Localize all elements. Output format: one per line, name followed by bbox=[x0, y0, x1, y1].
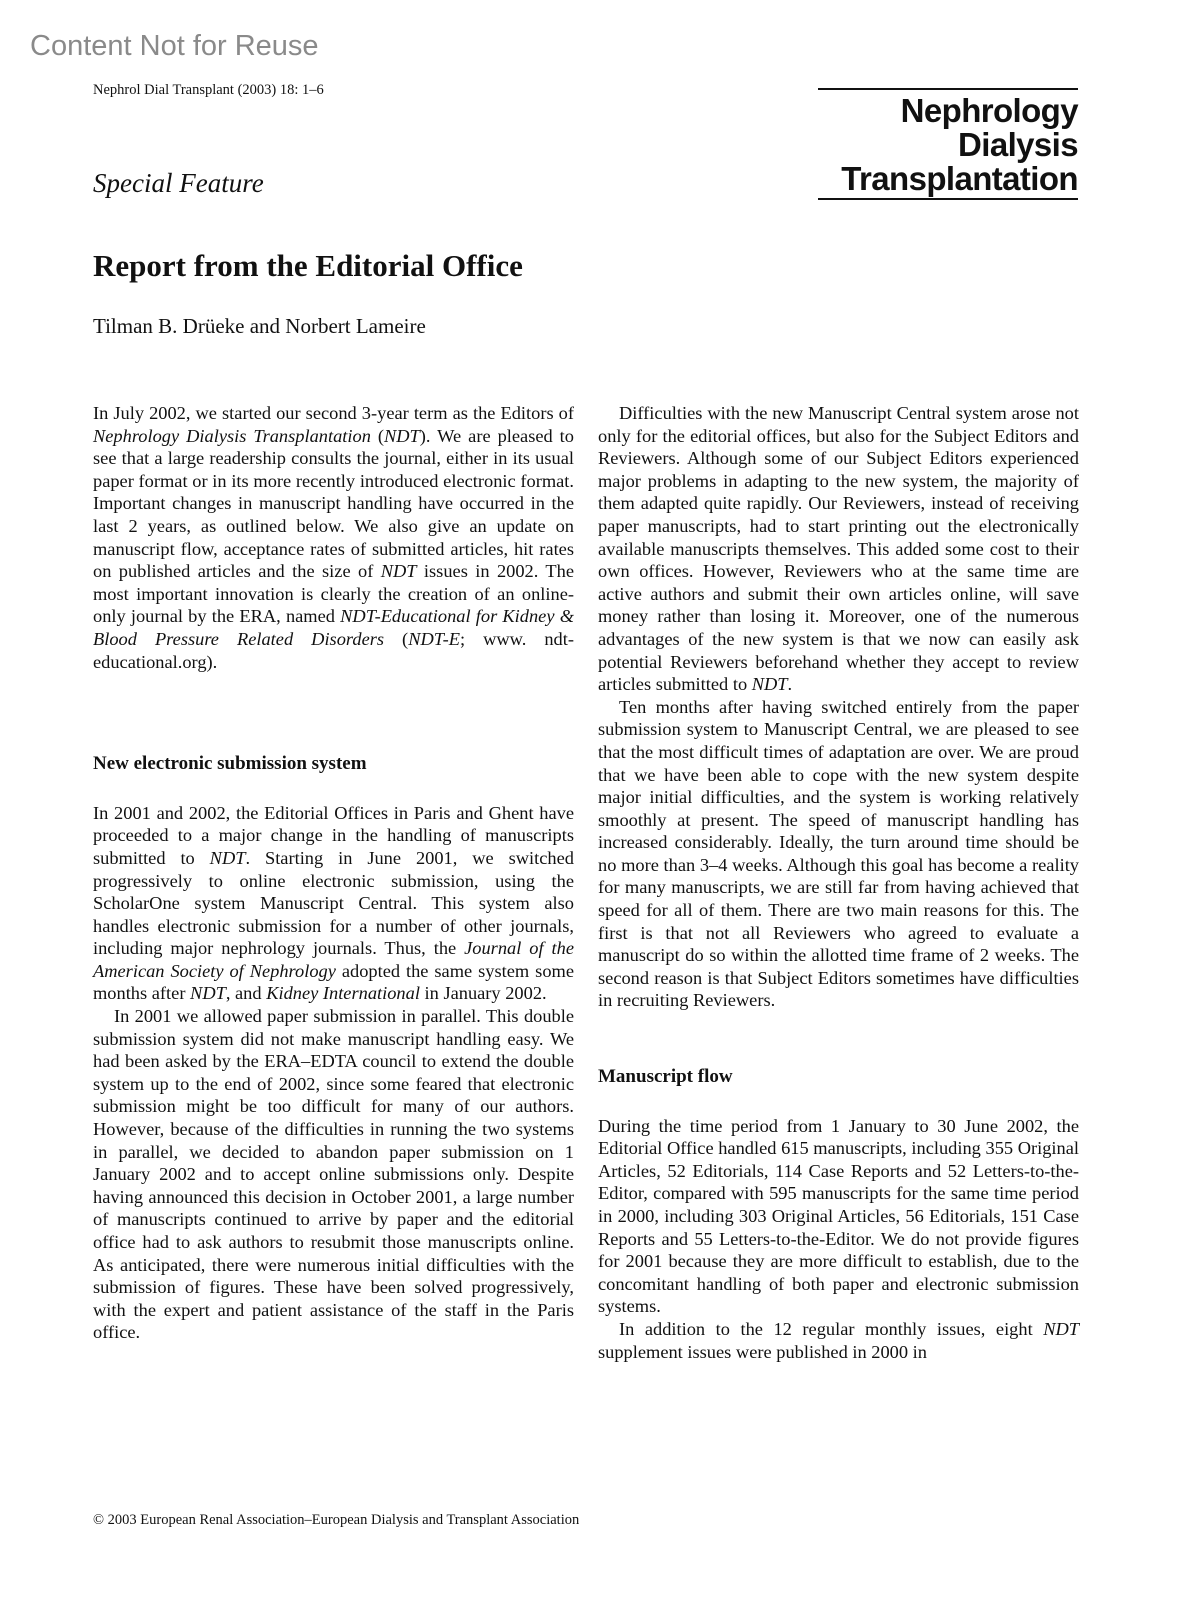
journal-logo-line: Dialysis bbox=[958, 126, 1078, 163]
journal-logo-line: Nephrology bbox=[900, 92, 1078, 129]
right-column bbox=[598, 402, 1079, 1363]
authors: Tilman B. Drüeke and Norbert Lameire bbox=[93, 314, 426, 338]
body-paragraph: Ten months after having switched entirely from the paper submission system to Manuscript Central, we are pleased to see that the most difficult times of adaptation are over. We are proud that we have been able to cope with the new system despite major initial difficulties, and the system is working relatively smoothly at present. The speed of manuscript handling has increased considerably. Ideally, the turn around time should be no more than 3–4 weeks. Although this goal has become a reality for many manuscripts, we are still far from having achieved that speed for all of them. There are two main reasons for this. The first is that not all Reviewers who agreed to evaluate a manuscript do so within the allotted time frame of 2 weeks. The second reason is that Subject Editors sometimes have difficulties in recruiting Reviewers. bbox=[598, 696, 1079, 1011]
section-heading: Manuscript flow bbox=[598, 1066, 733, 1088]
watermark: Content Not for Reuse bbox=[30, 30, 319, 62]
body-paragraph: In 2001 and 2002, the Editorial Offices in Paris and Ghent have proceeded to a major change in the handling of manuscripts submitted to NDT. Starting in June 2001, we switched progressively to online electronic submission, using the ScholarOne system Manuscript Central. This system also handles electronic submission for a number of other journals, including major nephrology journals. Thus, the Journal of the American Society of Nephrology adopted the same system some months after NDT, and Kidney International in January 2002. bbox=[93, 802, 574, 1004]
section-type: Special Feature bbox=[93, 168, 264, 198]
body-paragraph: In 2001 we allowed paper submission in parallel. This double submission system did not make manuscript handling easy. We had been asked by the ERA–EDTA council to extend the double system up to the end of 2002, since some feared that electronic submission might be too difficult for many of our authors. However, because of the difficulties in running the two systems in parallel, we decided to abandon paper submission on 1 January 2002 and to accept online submissions only. Despite having announced this decision in October 2001, a large number of manuscripts continued to arrive by paper and the editorial office had to ask authors to resubmit those manuscripts online. As anticipated, there were numerous initial difficulties with the submission of figures. These have been solved progressively, with the expert and patient assistance of the staff in the Paris office. bbox=[93, 1006, 574, 1343]
body-paragraph: In addition to the 12 regular monthly issues, eight NDT supplement issues were published in 2000 in bbox=[598, 1318, 1079, 1362]
article-title: Report from the Editorial Office bbox=[93, 248, 523, 283]
journal-citation: Nephrol Dial Transplant (2003) 18: 1–6 bbox=[93, 82, 324, 98]
intro-paragraph: In July 2002, we started our second 3-year term as the Editors of Nephrology Dialysis Transplantation (NDT). We are pleased to see that a large readership consults the journal, either in its usual paper format or in its more recently introduced electronic format. Important changes in manuscript handling have occurred in the last 2 years, as outlined below. We also give an update on manuscript flow, acceptance rates of submitted articles, hit rates on published articles and the size of NDT issues in 2002. The most important innovation is clearly the creation of an online-only journal by the ERA, named NDT-Educational for Kidney & Blood Pressure Related Disorders (NDT-E; www. ndt-educational.org). bbox=[93, 403, 574, 672]
body-paragraph: During the time period from 1 January to 30 June 2002, the Editorial Office handled 615 manuscripts, including 355 Original Articles, 52 Editorials, 114 Case Reports and 52 Letters-to-the-Editor, compared with 595 manuscripts for the same time period in 2000, including 303 Original Articles, 56 Editorials, 151 Case Reports and 55 Letters-to-the-Editor. We do not provide figures for 2001 because they are more difficult to establish, due to the concomitant handling of both paper and electronic submission systems. bbox=[598, 1115, 1079, 1317]
left-column bbox=[93, 402, 574, 1344]
body-paragraph: Difficulties with the new Manuscript Central system arose not only for the editorial offices, but also for the Subject Editors and Reviewers. Although some of our Subject Editors experienced major problems in adapting to the new system, the majority of them adapted quite rapidly. Our Reviewers, instead of receiving paper manuscripts, had to start printing out the electronically available manuscripts themselves. This added some cost to their own offices. However, Reviewers who at the same time are active authors and submit their own articles online, will save money rather than losing it. Moreover, one of the numerous advantages of the new system is that we now can easily ask potential Reviewers beforehand whether they accept to review articles submitted to NDT. bbox=[598, 403, 1079, 695]
journal-logo-line: Transplantation bbox=[841, 160, 1078, 197]
section-heading: New electronic submission system bbox=[93, 753, 367, 775]
copyright-footer: © 2003 European Renal Association–European Dialysis and Transplant Association bbox=[93, 1512, 580, 1528]
journal-logo bbox=[818, 88, 1078, 200]
